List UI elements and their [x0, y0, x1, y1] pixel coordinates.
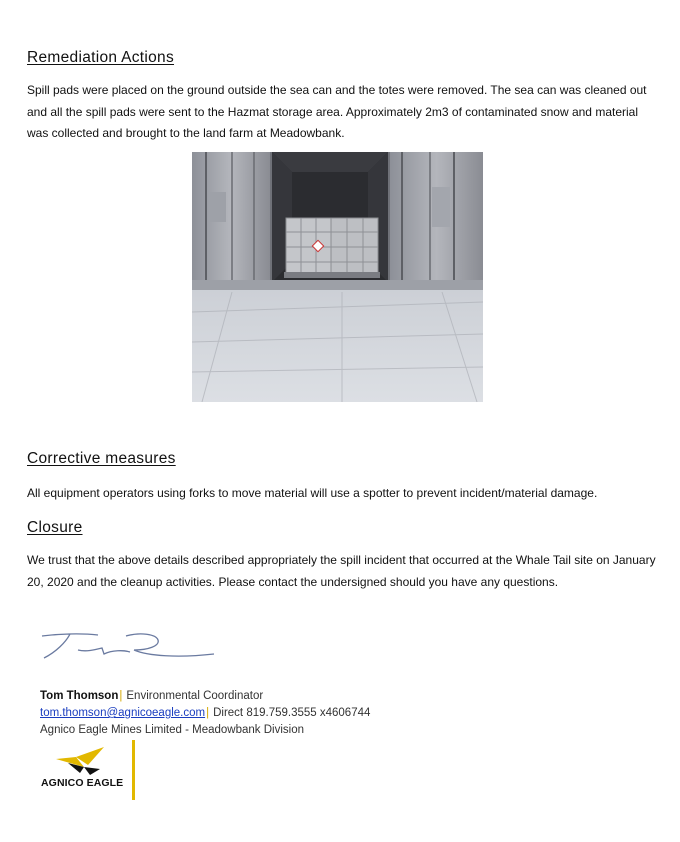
corrective-text: All equipment operators using forks to move material will use a spotter to prevent incident/material damage. [27, 486, 598, 500]
closure-text: We trust that the above details described appropriately the spill incident that occurred at the Whale Tail site on January 20, 2020 and the cleanup activities. Please contact the undersigned should you have any questions. [27, 553, 656, 589]
handwritten-signature [38, 628, 218, 668]
phone-number: Direct 819.759.3555 x4606744 [213, 707, 371, 719]
signature-line-2 [40, 705, 370, 722]
remediation-text: Spill pads were placed on the ground outside the sea can and the totes were removed. The sea can was cleaned out and all the spill pads were sent to the Hazmat storage area. Approximately 2m3 of contaminated snow and material was collected and brought to the land farm at Meadowbank. [27, 83, 647, 140]
signer-title: Environmental Coordinator [126, 690, 264, 702]
signer-company: Agnico Eagle Mines Limited - Meadowbank Division [40, 724, 304, 736]
closure-heading: Closure [27, 519, 83, 536]
sea-can-photo [192, 152, 483, 402]
signature-line-1 [40, 688, 370, 705]
separator: | [206, 707, 210, 719]
signature-block [40, 688, 370, 739]
email-link[interactable]: tom.thomson@agnicoeagle.com [40, 707, 206, 719]
logo-text: AGNICO EAGLE [41, 777, 124, 789]
corrective-heading: Corrective measures [27, 450, 176, 467]
logo-accent-bar [132, 740, 135, 800]
eagle-icon [54, 745, 114, 779]
company-logo [38, 740, 138, 802]
signer-name: Tom Thomson [40, 690, 119, 702]
separator: | [119, 690, 123, 702]
remediation-heading: Remediation Actions [27, 49, 175, 66]
